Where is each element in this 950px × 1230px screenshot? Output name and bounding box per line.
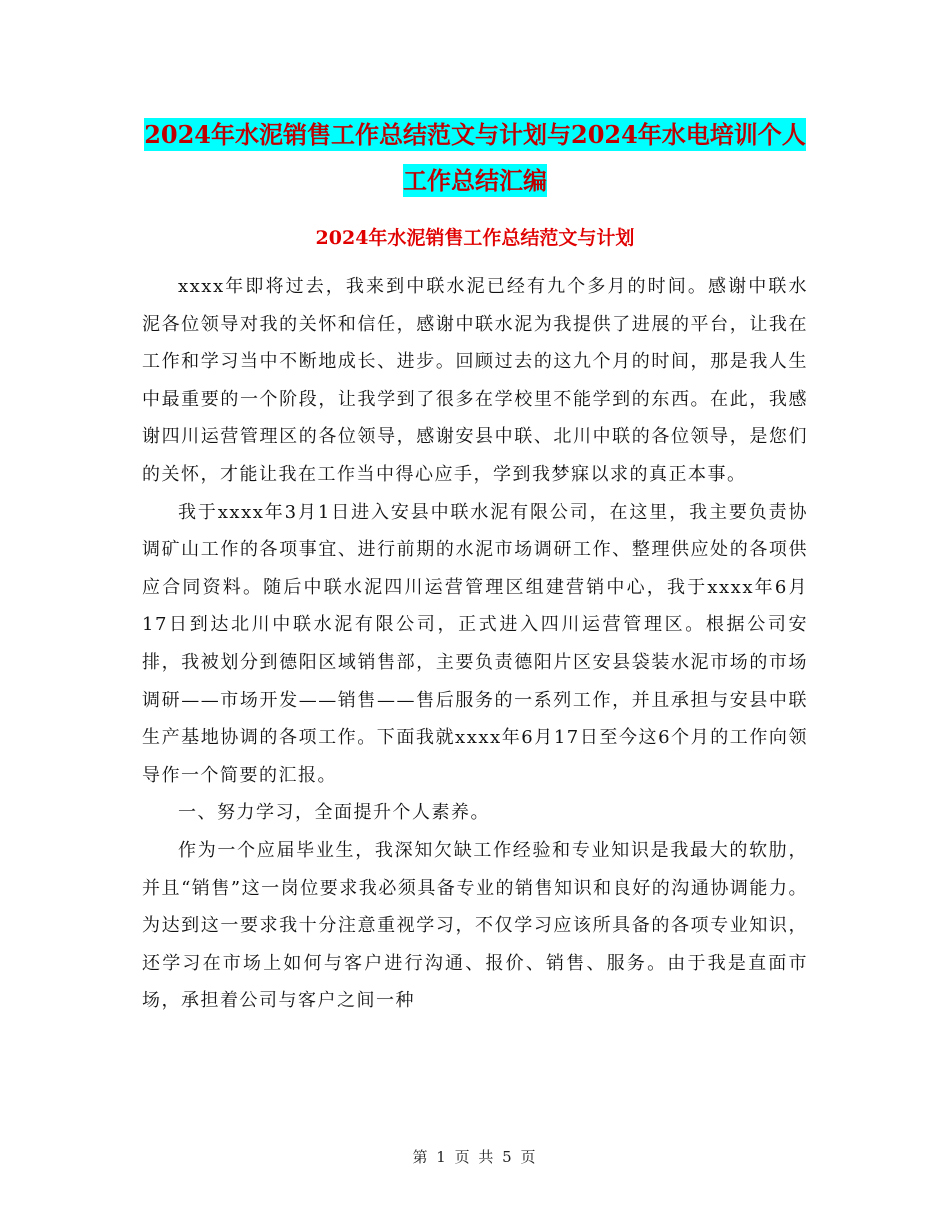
document-title bbox=[140, 112, 810, 204]
document-title-text: 2024年水泥销售工作总结范文与计划与2024年水电培训个人工作总结汇编 bbox=[144, 120, 806, 195]
paragraph: xxxx年即将过去，我来到中联水泥已经有九个多月的时间。感谢中联水泥各位领导对我的关怀和信任，感谢中联水泥为我提供了进展的平台，让我在工作和学习当中不断地成长、进步。回顾过去的这九个月的时间，那是我人生中最重要的一个阶段，让我学到了很多在学校里不能学到的东西。在此，我感谢四川运营管理区的各位领导，感谢安县中联、北川中联的各位领导，是您们的关怀，才能让我在工作当中得心应手，学到我梦寐以求的真正本事。 bbox=[142, 276, 808, 485]
paragraph-heading: 一、努力学习，全面提升个人素养。 bbox=[178, 802, 490, 824]
paragraph: 我于xxxx年3月1日进入安县中联水泥有限公司，在这里，我主要负责协调矿山工作的各项事宜、进行前期的水泥市场调研工作、整理供应处的各项供应合同资料。随后中联水泥四川运营管理区组建营销中心，我于xxxx年6月17日到达北川中联水泥有限公司，正式进入四川运营管理区。根据公司安排，我被划分到德阳区域销售部，主要负责德阳片区安县袋装水泥市场的市场调研——市场开发——销售——售后服务的一系列工作，并且承担与安县中联生产基地协调的各项工作。下面我就xxxx年6月17日至今这6个月的工作向领导作一个简要的汇报。 bbox=[142, 501, 808, 786]
paragraph: 作为一个应届毕业生，我深知欠缺工作经验和专业知识是我最大的软肋，并且“销售”这一岗位要求我必须具备专业的销售知识和良好的沟通协调能力。为达到这一要求我十分注意重视学习，不仅学习应该所具备的各项专业知识，还学习在市场上如何与客户进行沟通、报价、销售、服务。由于我是直面市场，承担着公司与客户之间一种 bbox=[142, 839, 808, 1012]
page-footer: 第 1 页 共 5 页 bbox=[412, 1148, 538, 1166]
document-body bbox=[142, 268, 808, 1020]
section-title: 2024年水泥销售工作总结范文与计划 bbox=[315, 227, 635, 249]
